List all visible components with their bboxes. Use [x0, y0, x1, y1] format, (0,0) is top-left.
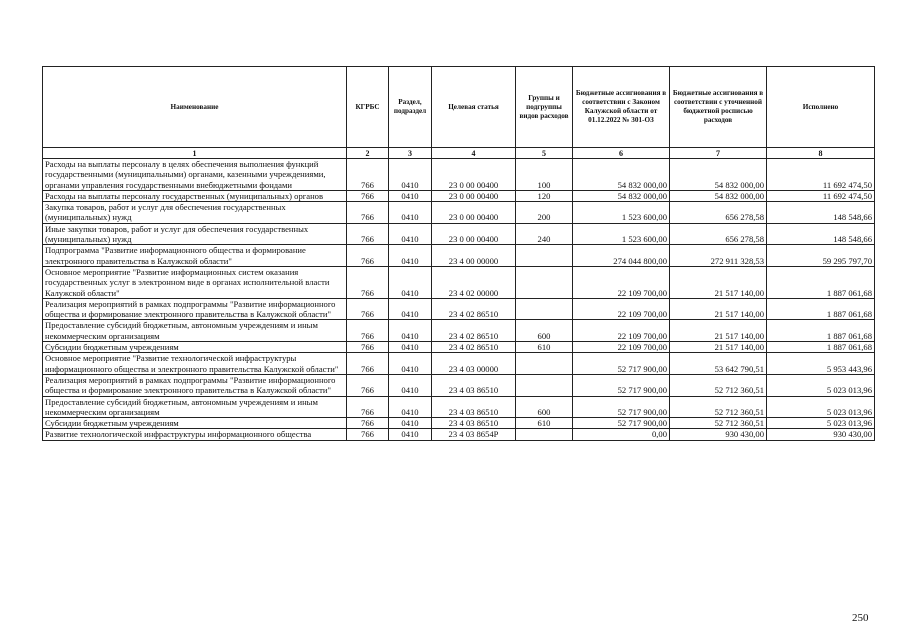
- cell-group: 200: [516, 202, 573, 224]
- cell-name: Развитие технологической инфраструктуры информационного общества: [43, 429, 347, 440]
- cell-name: Субсидии бюджетным учреждениям: [43, 342, 347, 353]
- cell-law-amount: 52 717 900,00: [573, 418, 670, 429]
- cell-kgrbs: 766: [347, 396, 389, 418]
- cell-name: Реализация мероприятий в рамках подпрограммы "Развитие информационного общества и формирование электронного правительства в Калужской области": [43, 298, 347, 320]
- header-kgrbs: КГРБС: [347, 67, 389, 148]
- cell-group: [516, 429, 573, 440]
- cell-group: 120: [516, 190, 573, 201]
- cell-target: 23 0 00 00400: [432, 202, 516, 224]
- cell-law-amount: 22 109 700,00: [573, 298, 670, 320]
- cell-executed-amount: 11 692 474,50: [767, 190, 875, 201]
- cell-section: 0410: [389, 266, 432, 298]
- cell-refined-amount: 21 517 140,00: [670, 320, 767, 342]
- cell-group: [516, 298, 573, 320]
- cell-group: [516, 374, 573, 396]
- cell-refined-amount: 52 712 360,51: [670, 418, 767, 429]
- header-section: Раздел, подраздел: [389, 67, 432, 148]
- table-row: [43, 190, 875, 201]
- table-row: [43, 266, 875, 298]
- cell-target: 23 4 02 86510: [432, 298, 516, 320]
- cell-name: Расходы на выплаты персоналу государственных (муниципальных) органов: [43, 190, 347, 201]
- cell-group: 240: [516, 223, 573, 245]
- cell-target: 23 4 03 00000: [432, 353, 516, 375]
- column-number: 2: [347, 148, 389, 159]
- cell-executed-amount: 1 887 061,68: [767, 266, 875, 298]
- cell-kgrbs: 766: [347, 223, 389, 245]
- cell-section: 0410: [389, 418, 432, 429]
- cell-target: 23 4 03 8654Р: [432, 429, 516, 440]
- cell-refined-amount: 53 642 790,51: [670, 353, 767, 375]
- cell-group: 600: [516, 320, 573, 342]
- header-refined: Бюджетные ассигнования в соответствии с уточненной бюджетной росписью расходов: [670, 67, 767, 148]
- cell-name: Предоставление субсидий бюджетным, автономным учреждениям и иным некоммерческим организациям: [43, 320, 347, 342]
- cell-section: 0410: [389, 298, 432, 320]
- cell-group: 600: [516, 396, 573, 418]
- header-target: Целевая статья: [432, 67, 516, 148]
- table-row: [43, 374, 875, 396]
- table-row: [43, 245, 875, 267]
- cell-target: 23 4 03 86510: [432, 396, 516, 418]
- cell-executed-amount: 1 887 061,68: [767, 342, 875, 353]
- cell-group: 610: [516, 342, 573, 353]
- cell-law-amount: 52 717 900,00: [573, 396, 670, 418]
- column-number: 6: [573, 148, 670, 159]
- table-row: [43, 353, 875, 375]
- cell-name: Основное мероприятие "Развитие информационных систем оказания государственных услуг в электронном виде в органах исполнительной власти Калужской области": [43, 266, 347, 298]
- table-row: [43, 418, 875, 429]
- table-row: [43, 159, 875, 191]
- cell-target: 23 4 02 86510: [432, 320, 516, 342]
- cell-executed-amount: 11 692 474,50: [767, 159, 875, 191]
- cell-name: Реализация мероприятий в рамках подпрограммы "Развитие информационного общества и формирование электронного правительства в Калужской области": [43, 374, 347, 396]
- cell-law-amount: 22 109 700,00: [573, 320, 670, 342]
- table-row: [43, 223, 875, 245]
- cell-law-amount: 52 717 900,00: [573, 374, 670, 396]
- cell-section: 0410: [389, 320, 432, 342]
- cell-section: 0410: [389, 190, 432, 201]
- table-body: [43, 159, 875, 441]
- column-number-row: [43, 148, 875, 159]
- cell-law-amount: 0,00: [573, 429, 670, 440]
- cell-refined-amount: 54 832 000,00: [670, 159, 767, 191]
- cell-target: 23 4 03 86510: [432, 374, 516, 396]
- header-law: Бюджетные ассигнования в соответствии с Законом Калужской области от 01.12.2022 № 301-ОЗ: [573, 67, 670, 148]
- cell-executed-amount: 5 023 013,96: [767, 374, 875, 396]
- column-number: 5: [516, 148, 573, 159]
- cell-target: 23 4 00 00000: [432, 245, 516, 267]
- cell-section: 0410: [389, 374, 432, 396]
- cell-law-amount: 1 523 600,00: [573, 223, 670, 245]
- cell-executed-amount: 5 023 013,96: [767, 396, 875, 418]
- cell-law-amount: 22 109 700,00: [573, 342, 670, 353]
- cell-law-amount: 54 832 000,00: [573, 190, 670, 201]
- cell-executed-amount: 1 887 061,68: [767, 298, 875, 320]
- cell-group: [516, 353, 573, 375]
- header-group: Группы и подгруппы видов расходов: [516, 67, 573, 148]
- table-row: [43, 396, 875, 418]
- cell-refined-amount: 930 430,00: [670, 429, 767, 440]
- cell-name: Расходы на выплаты персоналу в целях обеспечения выполнения функций государственными (муниципальными) органами, казенными учреждениями, органами управления государственными внебюджетными фондами: [43, 159, 347, 191]
- cell-executed-amount: 59 295 797,70: [767, 245, 875, 267]
- cell-law-amount: 54 832 000,00: [573, 159, 670, 191]
- cell-law-amount: 274 044 800,00: [573, 245, 670, 267]
- cell-section: 0410: [389, 223, 432, 245]
- cell-section: 0410: [389, 396, 432, 418]
- column-number: 4: [432, 148, 516, 159]
- cell-executed-amount: 148 548,66: [767, 223, 875, 245]
- cell-executed-amount: 930 430,00: [767, 429, 875, 440]
- cell-law-amount: 22 109 700,00: [573, 266, 670, 298]
- budget-table: [42, 66, 875, 441]
- cell-target: 23 4 02 86510: [432, 342, 516, 353]
- header-name: Наименование: [43, 67, 347, 148]
- cell-refined-amount: 54 832 000,00: [670, 190, 767, 201]
- cell-executed-amount: 5 953 443,96: [767, 353, 875, 375]
- cell-name: Предоставление субсидий бюджетным, автономным учреждениям и иным некоммерческим организациям: [43, 396, 347, 418]
- table-row: [43, 202, 875, 224]
- table-row: [43, 320, 875, 342]
- cell-group: 610: [516, 418, 573, 429]
- cell-name: Закупка товаров, работ и услуг для обеспечения государственных (муниципальных) нужд: [43, 202, 347, 224]
- cell-refined-amount: 21 517 140,00: [670, 298, 767, 320]
- column-number: 8: [767, 148, 875, 159]
- table-row: [43, 298, 875, 320]
- table-row: [43, 429, 875, 440]
- cell-group: [516, 266, 573, 298]
- cell-kgrbs: 766: [347, 320, 389, 342]
- cell-target: 23 0 00 00400: [432, 190, 516, 201]
- cell-refined-amount: 272 911 328,53: [670, 245, 767, 267]
- cell-refined-amount: 656 278,58: [670, 202, 767, 224]
- cell-section: 0410: [389, 159, 432, 191]
- cell-refined-amount: 52 712 360,51: [670, 374, 767, 396]
- cell-executed-amount: 148 548,66: [767, 202, 875, 224]
- cell-name: Иные закупки товаров, работ и услуг для обеспечения государственных (муниципальных) нужд: [43, 223, 347, 245]
- cell-name: Субсидии бюджетным учреждениям: [43, 418, 347, 429]
- cell-name: Основное мероприятие "Развитие технологической инфраструктуры информационного общества и электронного правительства Калужской области": [43, 353, 347, 375]
- header-row: [43, 67, 875, 148]
- cell-section: 0410: [389, 202, 432, 224]
- header-executed: Исполнено: [767, 67, 875, 148]
- cell-law-amount: 1 523 600,00: [573, 202, 670, 224]
- cell-refined-amount: 656 278,58: [670, 223, 767, 245]
- cell-target: 23 0 00 00400: [432, 159, 516, 191]
- cell-section: 0410: [389, 429, 432, 440]
- cell-refined-amount: 21 517 140,00: [670, 266, 767, 298]
- page-number: 250: [852, 612, 869, 624]
- table-row: [43, 342, 875, 353]
- cell-section: 0410: [389, 245, 432, 267]
- cell-target: 23 4 02 00000: [432, 266, 516, 298]
- cell-target: 23 0 00 00400: [432, 223, 516, 245]
- cell-name: Подпрограмма "Развитие информационного общества и формирование электронного правительства в Калужской области": [43, 245, 347, 267]
- cell-section: 0410: [389, 353, 432, 375]
- cell-kgrbs: 766: [347, 202, 389, 224]
- column-number: 7: [670, 148, 767, 159]
- cell-executed-amount: 1 887 061,68: [767, 320, 875, 342]
- cell-kgrbs: 766: [347, 374, 389, 396]
- cell-refined-amount: 52 712 360,51: [670, 396, 767, 418]
- cell-group: [516, 245, 573, 267]
- cell-kgrbs: 766: [347, 342, 389, 353]
- cell-kgrbs: 766: [347, 418, 389, 429]
- cell-executed-amount: 5 023 013,96: [767, 418, 875, 429]
- cell-target: 23 4 03 86510: [432, 418, 516, 429]
- cell-kgrbs: 766: [347, 353, 389, 375]
- cell-kgrbs: 766: [347, 245, 389, 267]
- cell-law-amount: 52 717 900,00: [573, 353, 670, 375]
- cell-kgrbs: 766: [347, 190, 389, 201]
- column-number: 3: [389, 148, 432, 159]
- cell-kgrbs: 766: [347, 298, 389, 320]
- cell-section: 0410: [389, 342, 432, 353]
- cell-refined-amount: 21 517 140,00: [670, 342, 767, 353]
- column-number: 1: [43, 148, 347, 159]
- cell-kgrbs: 766: [347, 429, 389, 440]
- cell-group: 100: [516, 159, 573, 191]
- cell-kgrbs: 766: [347, 266, 389, 298]
- cell-kgrbs: 766: [347, 159, 389, 191]
